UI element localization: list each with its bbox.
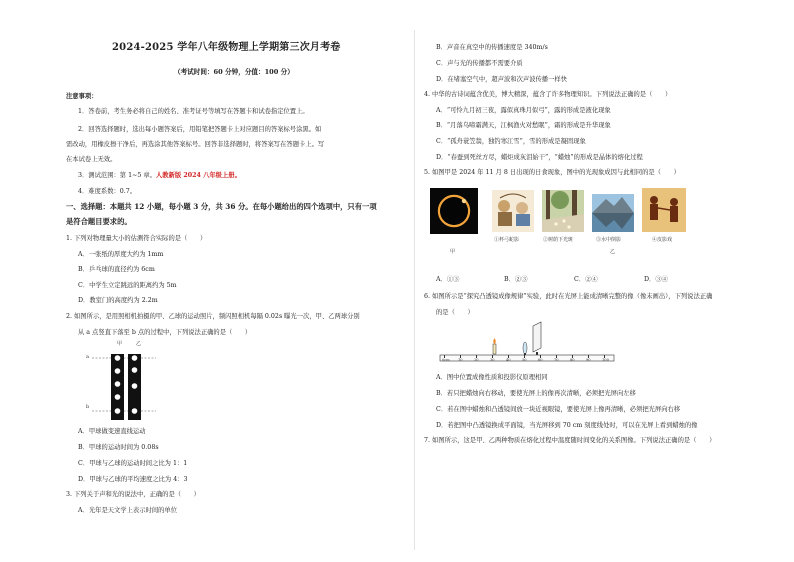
q5-option-c: C．②④: [574, 276, 598, 283]
q5-option-b: B．②③: [504, 276, 528, 283]
q7-stem: 7. 如图所示，这是甲、乙两种物质在熔化过程中温度随时间变化的关系图像。下列说法正确的是（ ）: [424, 437, 716, 444]
bow-reflection-image: [492, 190, 534, 232]
section-heading-cont: 是符合题目要求的。: [66, 217, 132, 226]
caption-jia: 甲: [450, 249, 456, 255]
yi-ball: [132, 367, 138, 373]
label-yi: 乙: [136, 341, 142, 347]
candle-flame: [493, 338, 496, 344]
note-3-red: 人教新版 2024 八年级上册。: [155, 172, 241, 179]
section-heading: 一、选择题：本题共 12 小题，每小题 3 分，共 36 分。在每小题给出的四个选项中，只有一项: [66, 202, 377, 211]
q4-option-b: B．“月落乌啼霜满天，江枫渔火对愁眠”，霜的形成是升华现象: [436, 122, 611, 129]
q6-stem: 6. 如图所示是“探究凸透镜成像规律”实验，此时在光屏上能成清晰完整的像（像未画出），下列说法正确: [424, 293, 713, 300]
q2-stem-cont: 从 a 点竖直下落至 b 点的过程中，下列说法正确的是（ ）: [78, 329, 252, 336]
q3-option-a: A．光年是天文学上表示时间的单位: [78, 507, 178, 514]
yi-ball: [132, 355, 138, 361]
jia-ball: [115, 394, 121, 400]
water-reflection-image: [592, 194, 634, 232]
solar-eclipse-image: [430, 188, 478, 234]
bench-diagram: [438, 318, 616, 370]
bench-tick-label: 40: [506, 358, 511, 362]
bench-tick-label: 90: [586, 358, 591, 362]
q3-option-b: B．声音在真空中的传播速度是 340m/s: [436, 44, 548, 51]
caption-4: ④皮影戏: [652, 237, 673, 243]
q4-option-c: C．“孤舟蓑笠翁，独钓寒江雪”，雪的形成是凝固现象: [436, 138, 586, 145]
candle: [493, 344, 496, 354]
label-b: b: [86, 404, 90, 410]
q5-option-a: A．①③: [436, 276, 460, 283]
bench-tick-label: 50: [522, 358, 527, 362]
caption-3: ③水中倒影: [596, 237, 622, 243]
q4-stem: 4. 中华的古诗词蕴含优美，博大精深，蕴含了许多物理知识。下列说法正确的是（ ）: [424, 91, 672, 98]
q5-stem: 5. 如图甲是 2024 年 11 月 8 日出现的日食现象，图中的光现象成因与此相同的是（ ）: [424, 169, 680, 176]
q2-option-c: C．甲球与乙球的运动时间之比为 1：1: [78, 460, 188, 467]
bench-tick-label: 60: [538, 358, 543, 362]
q4-option-d: D．“春蚕到死丝方尽，蜡炬成灰泪始干”，“蜡烛”的形成是晶体的熔化过程: [436, 154, 643, 161]
caption-1: ①杯弓蛇影: [494, 237, 520, 243]
bench-tick-label: 70: [554, 358, 559, 362]
q5-option-d: D．③④: [644, 276, 668, 283]
note-2: 2．回答选择题时，选出每小题答案后，用铅笔把答题卡上对应题目的答案标号涂黑。如: [78, 126, 322, 133]
q2-option-d: D．甲球与乙球的平均速度之比为 4：3: [78, 476, 188, 483]
notes-heading: 注意事项：: [66, 93, 98, 100]
bench-tick-label: 30: [490, 358, 495, 362]
tree-shade-image: [542, 190, 584, 232]
q6-option-d: D．若把图中凸透镜换成平面镜，当光屏移到 70 cm 刻度线处时，可以在光屏上看到蜡烛的像: [436, 422, 698, 429]
q1-option-b: B．乒乓球的直径约为 6cm: [78, 266, 155, 273]
q2-option-b: B．甲球的运动时间为 0.08s: [78, 444, 159, 451]
note-2-cont: 需改动，用橡皮擦干净后，再选涂其他答案标号。回答非选择题时，将答案写在答题卡上。写: [66, 141, 325, 148]
q3-stem: 3. 下列关于声和光的说法中，正确的是（ ）: [66, 491, 200, 498]
q1-option-a: A．一张纸的厚度大约为 1mm: [78, 251, 164, 258]
convex-lens: [523, 342, 527, 354]
bench-tick-label: 20: [474, 358, 479, 362]
q1-option-d: D．教室门的高度约为 2.2m: [78, 297, 158, 304]
q6-option-c: C．若在图中蜡烛和凸透镜间放一块近视眼镜，要使光屏上像再清晰，必须把光屏向右移: [436, 406, 681, 413]
caption-yi: 乙: [610, 249, 616, 255]
note-4: 4．难度系数：0.7。: [78, 188, 137, 195]
yi-ball: [132, 408, 138, 414]
q1-option-c: C．中学生立定跳远的距离约为 5m: [78, 282, 177, 289]
q5-figure: [430, 188, 715, 260]
note-2-end: 在本试卷上无效。: [66, 156, 117, 163]
column-divider: [414, 30, 415, 550]
jia-ball: [115, 368, 121, 374]
bench-tick-label: 80: [570, 358, 575, 362]
strobe-diagram: [86, 340, 186, 422]
shadow-puppet-image: [642, 188, 686, 232]
label-a: a: [86, 354, 89, 360]
label-jia: 甲: [117, 341, 123, 347]
q3-option-c: C．声与光的传播都不需要介质: [436, 60, 523, 67]
bench-tick-label: 10: [458, 358, 463, 362]
q6-option-a: A．图中位置成像性质和投影仪原理相同: [436, 374, 548, 381]
bench-tick-label: 100: [602, 358, 609, 362]
q3-option-d: D．在堵塞空气中，超声波和次声波传播一样快: [436, 76, 567, 83]
light-screen: [533, 322, 541, 352]
q6-stem-cont: 的是（ ）: [436, 309, 474, 316]
jia-ball: [115, 355, 121, 361]
yi-ball: [132, 383, 138, 389]
jia-ball: [115, 408, 121, 414]
q2-option-a: A．甲球做变速直线运动: [78, 428, 146, 435]
bench-tick-label: 0cm: [442, 358, 450, 362]
note-1: 1．答卷前，考生务必将自己的姓名、准考证号等填写在答题卡和试卷指定位置上。: [78, 108, 309, 115]
q2-stem: 2. 如图所示，是用照相机拍摄的甲、乙球的运动照片，频闪照相机每隔 0.02s 曝光一次，甲、乙两球分别: [66, 313, 360, 320]
page-title: 2024-2025 学年八年级物理上学期第三次月考卷: [112, 42, 341, 53]
q1-stem: 1. 下列对物理量大小的估测符合实际的是（ ）: [66, 235, 207, 242]
q2-figure: [86, 340, 186, 422]
q6-optical-bench: [438, 318, 616, 370]
note-3-text: 3．测试范围：第 1~5 章。: [78, 172, 156, 179]
jia-ball: [115, 381, 121, 387]
q6-option-b: B．若只把蜡烛向右移动，要使光屏上的像再次清晰，必须把光屏向左移: [436, 390, 636, 397]
exam-info: （考试时间：60 分钟，分值：100 分）: [174, 68, 294, 76]
caption-2: ②树荫下光斑: [543, 237, 574, 243]
note-3: [78, 172, 241, 180]
q4-option-a: A．“可怜九月初三夜，露似真珠月似弓”，露的形成是液化现象: [436, 107, 611, 114]
